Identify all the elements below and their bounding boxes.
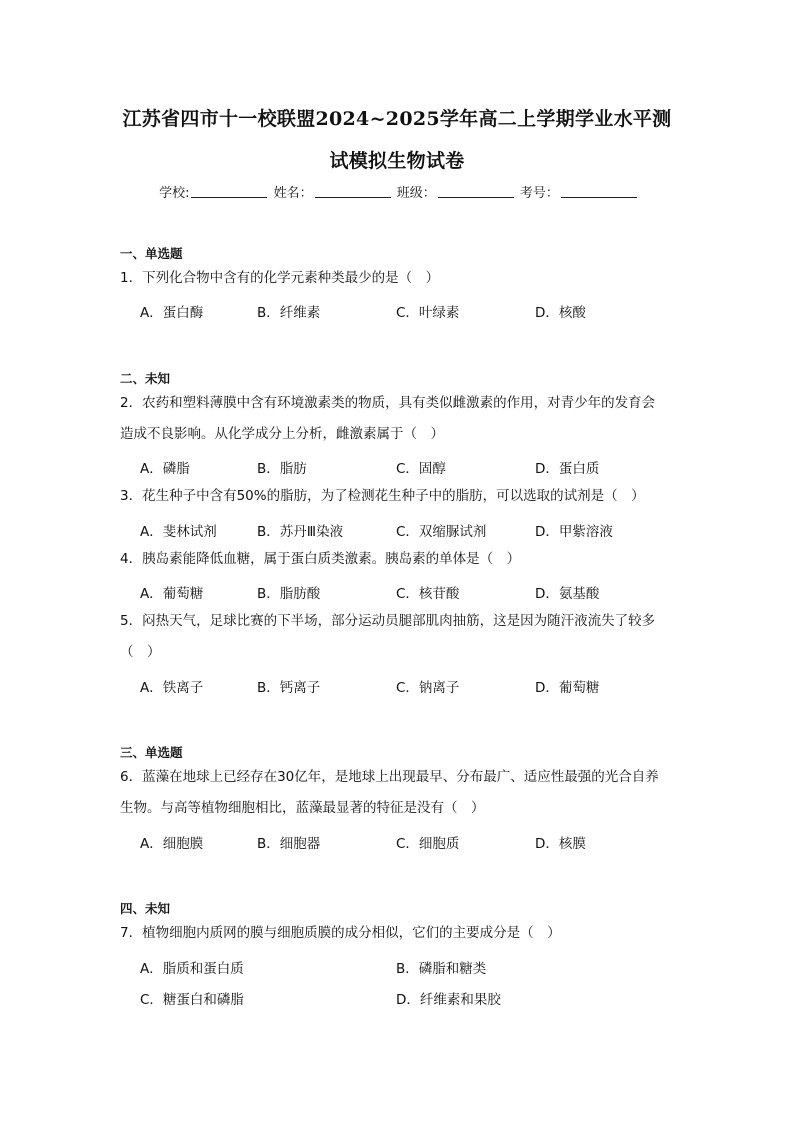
option-c[interactable]: C．叶绿素	[396, 305, 460, 321]
school-label: 学校:	[159, 186, 190, 201]
question-7	[120, 918, 680, 949]
class-label: 班级：	[396, 186, 436, 201]
option-d[interactable]: D．核膜	[535, 836, 586, 852]
section-heading: 三、单选题	[120, 745, 183, 760]
name-blank[interactable]	[315, 185, 391, 198]
option-a[interactable]: A．斐林试剂	[140, 524, 217, 540]
option-a[interactable]: A．蛋白酶	[140, 305, 204, 321]
question-text-line: 2．农药和塑料薄膜中含有环境激素类的物质，具有类似雌激素的作用，对青少年的发育会	[120, 395, 656, 411]
option-c[interactable]: C．细胞质	[396, 836, 460, 852]
question-2	[120, 388, 680, 450]
question-text-line: 造成不良影响。从化学成分上分析，雌激素属于（ ）	[120, 426, 444, 442]
option-c[interactable]: C．固醇	[396, 461, 446, 477]
option-a[interactable]: A．铁离子	[140, 680, 204, 696]
option-d[interactable]: D．纤维素和果胶	[396, 992, 501, 1008]
option-b[interactable]: B．脂肪	[257, 461, 307, 477]
option-a[interactable]: A．葡萄糖	[140, 586, 204, 602]
option-b[interactable]: B．细胞器	[257, 836, 321, 852]
exam-title-line-1: 江苏省四市十一校联盟2024~2025学年高二上学期学业水平测	[122, 108, 672, 130]
exam-number-label: 考号：	[519, 186, 559, 201]
question-text-line: 6．蓝藻在地球上已经存在30亿年，是地球上出现最早、分布最广、适应性最强的光合自养	[120, 769, 659, 785]
section-heading: 二、未知	[120, 371, 171, 386]
question-text: 3．花生种子中含有50%的脂肪，为了检测花生种子中的脂肪，可以选取的试剂是（ ）	[120, 488, 645, 504]
question-text-line: 生物。与高等植物细胞相比，蓝藻最显著的特征是没有（ ）	[120, 800, 485, 816]
option-d[interactable]: D．氨基酸	[535, 586, 600, 602]
question-6	[120, 762, 680, 824]
question-3	[120, 481, 680, 512]
option-a[interactable]: A．磷脂	[140, 461, 190, 477]
question-text: 1．下列化合物中含有的化学元素种类最少的是（ ）	[120, 270, 440, 286]
option-d[interactable]: D．蛋白质	[535, 461, 600, 477]
exam-title-line-2: 试模拟生物试卷	[329, 150, 465, 172]
student-info-row	[0, 182, 794, 201]
option-b[interactable]: B．钙离子	[257, 680, 321, 696]
question-1	[120, 263, 680, 294]
question-text-line: （ ）	[120, 644, 161, 660]
school-blank[interactable]	[191, 185, 267, 198]
question-text: 4．胰岛素能降低血糖，属于蛋白质类激素。胰岛素的单体是（ ）	[120, 551, 521, 567]
option-d[interactable]: D．甲紫溶液	[535, 524, 613, 540]
option-d[interactable]: D．葡萄糖	[535, 680, 600, 696]
question-text: 7．植物细胞内质网的膜与细胞质膜的成分相似，它们的主要成分是（ ）	[120, 925, 561, 941]
option-b[interactable]: B．脂肪酸	[257, 586, 321, 602]
option-d[interactable]: D．核酸	[535, 305, 586, 321]
option-c[interactable]: C．双缩脲试剂	[396, 524, 487, 540]
option-c[interactable]: C．核苷酸	[396, 586, 460, 602]
exam-number-blank[interactable]	[561, 185, 637, 198]
option-b[interactable]: B．纤维素	[257, 305, 321, 321]
option-c[interactable]: C．糖蛋白和磷脂	[140, 992, 244, 1008]
option-a[interactable]: A．细胞膜	[140, 836, 204, 852]
name-label: 姓名：	[273, 186, 313, 201]
option-c[interactable]: C．钠离子	[396, 680, 460, 696]
question-4	[120, 544, 680, 575]
question-5	[120, 606, 680, 668]
section-heading: 四、未知	[120, 901, 171, 916]
option-a[interactable]: A．脂质和蛋白质	[140, 961, 244, 977]
section-heading: 一、单选题	[120, 246, 183, 261]
option-b[interactable]: B．磷脂和糖类	[396, 961, 487, 977]
option-b[interactable]: B．苏丹Ⅲ染液	[257, 524, 344, 540]
question-text-line: 5．闷热天气，足球比赛的下半场，部分运动员腿部肌肉抽筋，这是因为随汗液流失了较多	[120, 613, 656, 629]
class-blank[interactable]	[438, 185, 514, 198]
